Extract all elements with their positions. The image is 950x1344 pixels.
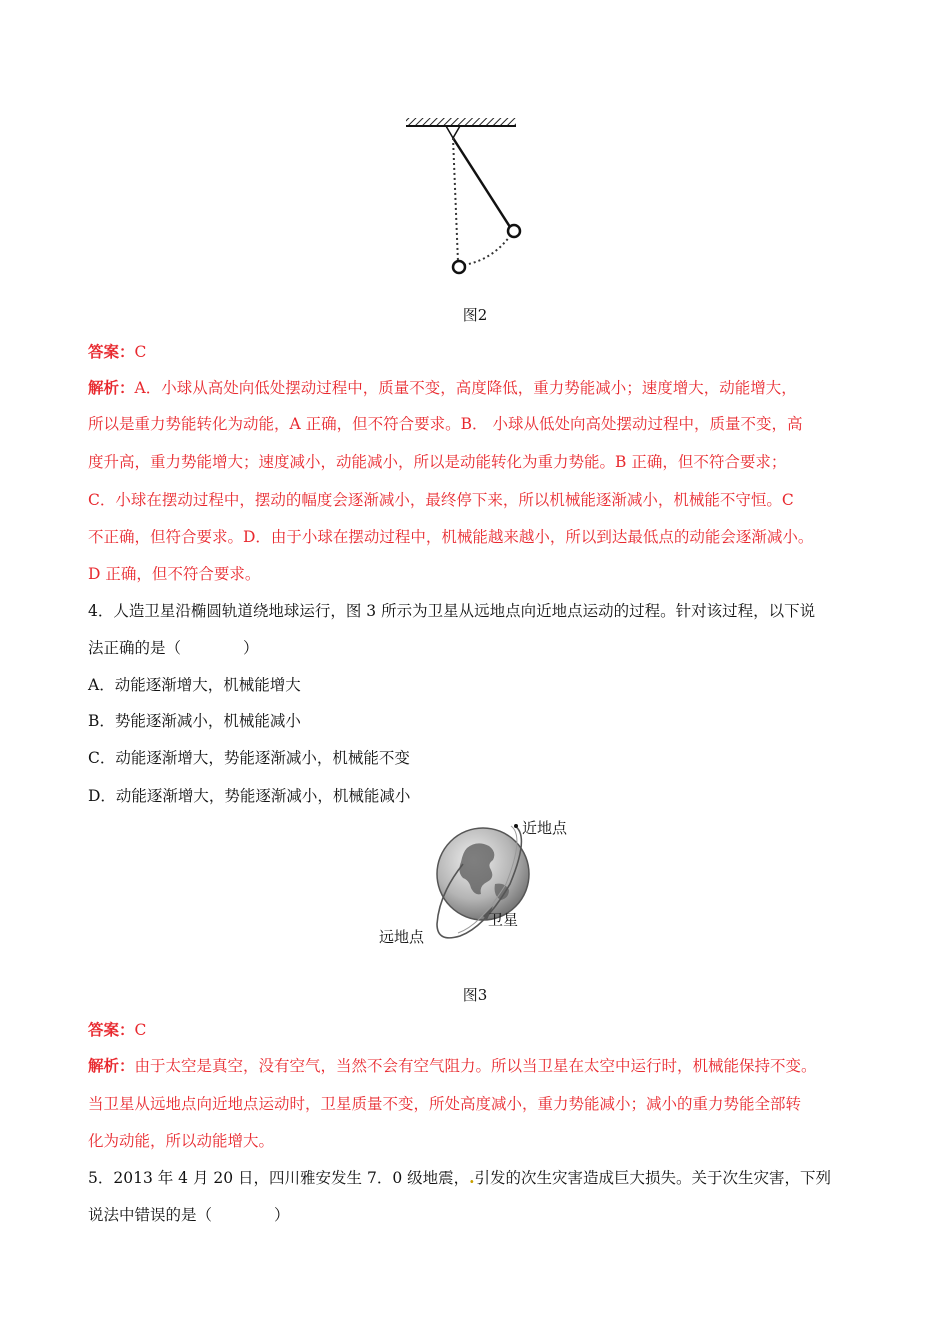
figure-2-caption: 图2 — [462, 306, 488, 324]
option-b: B．势能逐渐减小，机械能减小 — [88, 712, 301, 730]
analysis-line: 所以是重力势能转化为动能，A 正确，但不符合要求。B． 小球从低处向高处摆动过程中，质量不变，高 — [88, 415, 803, 433]
analysis-text: A．小球从高处向低处摆动过程中，质量不变，高度降低，重力势能减小；速度增大，动能增大， — [134, 379, 797, 397]
pendulum-figure — [400, 112, 522, 280]
swing-arc — [464, 236, 510, 265]
pivot-mount — [446, 126, 460, 138]
answer-label: 答案： — [88, 1020, 135, 1039]
option-a: A．动能逐渐增大，机械能增大 — [88, 676, 301, 694]
satellite-label: 卫星 — [488, 912, 519, 929]
satellite-orbit-figure — [375, 812, 580, 952]
ball-swung — [508, 225, 520, 237]
answer-label: 答案： — [88, 342, 135, 361]
question-text: 引发的次生灾害造成巨大损失。关于次生灾害，下列 — [474, 1169, 832, 1187]
analysis-line: 化为动能，所以动能增大。 — [88, 1132, 275, 1150]
perigee-label: 近地点 — [522, 820, 568, 837]
rest-position-line — [453, 138, 458, 262]
option-c: C．动能逐渐增大，势能逐渐减小，机械能不变 — [88, 749, 410, 767]
question-stem: 说法中错误的是（ ） — [88, 1206, 290, 1224]
ball-rest — [453, 261, 465, 273]
analysis-line: 不正确，但符合要求。D．由于小球在摆动过程中，机械能越来越小，所以到达最低点的动能会逐渐减小。 — [88, 528, 814, 546]
option-d: D．动能逐渐增大，势能逐渐减小，机械能减小 — [88, 787, 411, 805]
analysis-text: 由于太空是真空，没有空气，当然不会有空气阻力。所以当卫星在太空中运行时，机械能保持不变。 — [134, 1057, 817, 1075]
question-stem — [88, 1168, 831, 1188]
analysis-label: 解析： — [88, 1056, 135, 1075]
answer-line — [88, 342, 146, 362]
question-stem: 4．人造卫星沿椭圆轨道绕地球运行，图 3 所示为卫星从远地点向近地点运动的过程。针对该过程，以下说 — [88, 602, 816, 620]
figure-3-caption: 图3 — [462, 986, 488, 1004]
analysis-line: D 正确，但不符合要求。 — [88, 565, 261, 583]
answer-line — [88, 1020, 146, 1040]
emphasis-dot: . — [469, 1168, 475, 1187]
ceiling-hatch — [406, 118, 516, 126]
analysis-line: C．小球在摆动过程中，摆动的幅度会逐渐减小，最终停下来，所以机械能逐渐减小，机械能不守恒。C — [88, 491, 794, 509]
pendulum-rod — [453, 138, 510, 227]
perigee-point — [514, 824, 518, 828]
apogee-label: 远地点 — [379, 929, 425, 946]
analysis-line: 度升高，重力势能增大；速度减小，动能减小，所以是动能转化为重力势能。B 正确，但不符合要求； — [88, 453, 787, 471]
analysis-line — [88, 1056, 817, 1076]
analysis-line — [88, 378, 797, 398]
question-text: 5．2013 年 4 月 20 日，四川雅安发生 7．0 级地震， — [88, 1169, 470, 1187]
question-stem: 法正确的是（ ） — [88, 639, 259, 657]
analysis-label: 解析： — [88, 378, 135, 397]
answer-value: C — [134, 1021, 147, 1039]
analysis-line: 当卫星从远地点向近地点运动时，卫星质量不变，所处高度减小，重力势能减小；减小的重力势能全部转 — [88, 1095, 802, 1113]
answer-value: C — [134, 343, 147, 361]
